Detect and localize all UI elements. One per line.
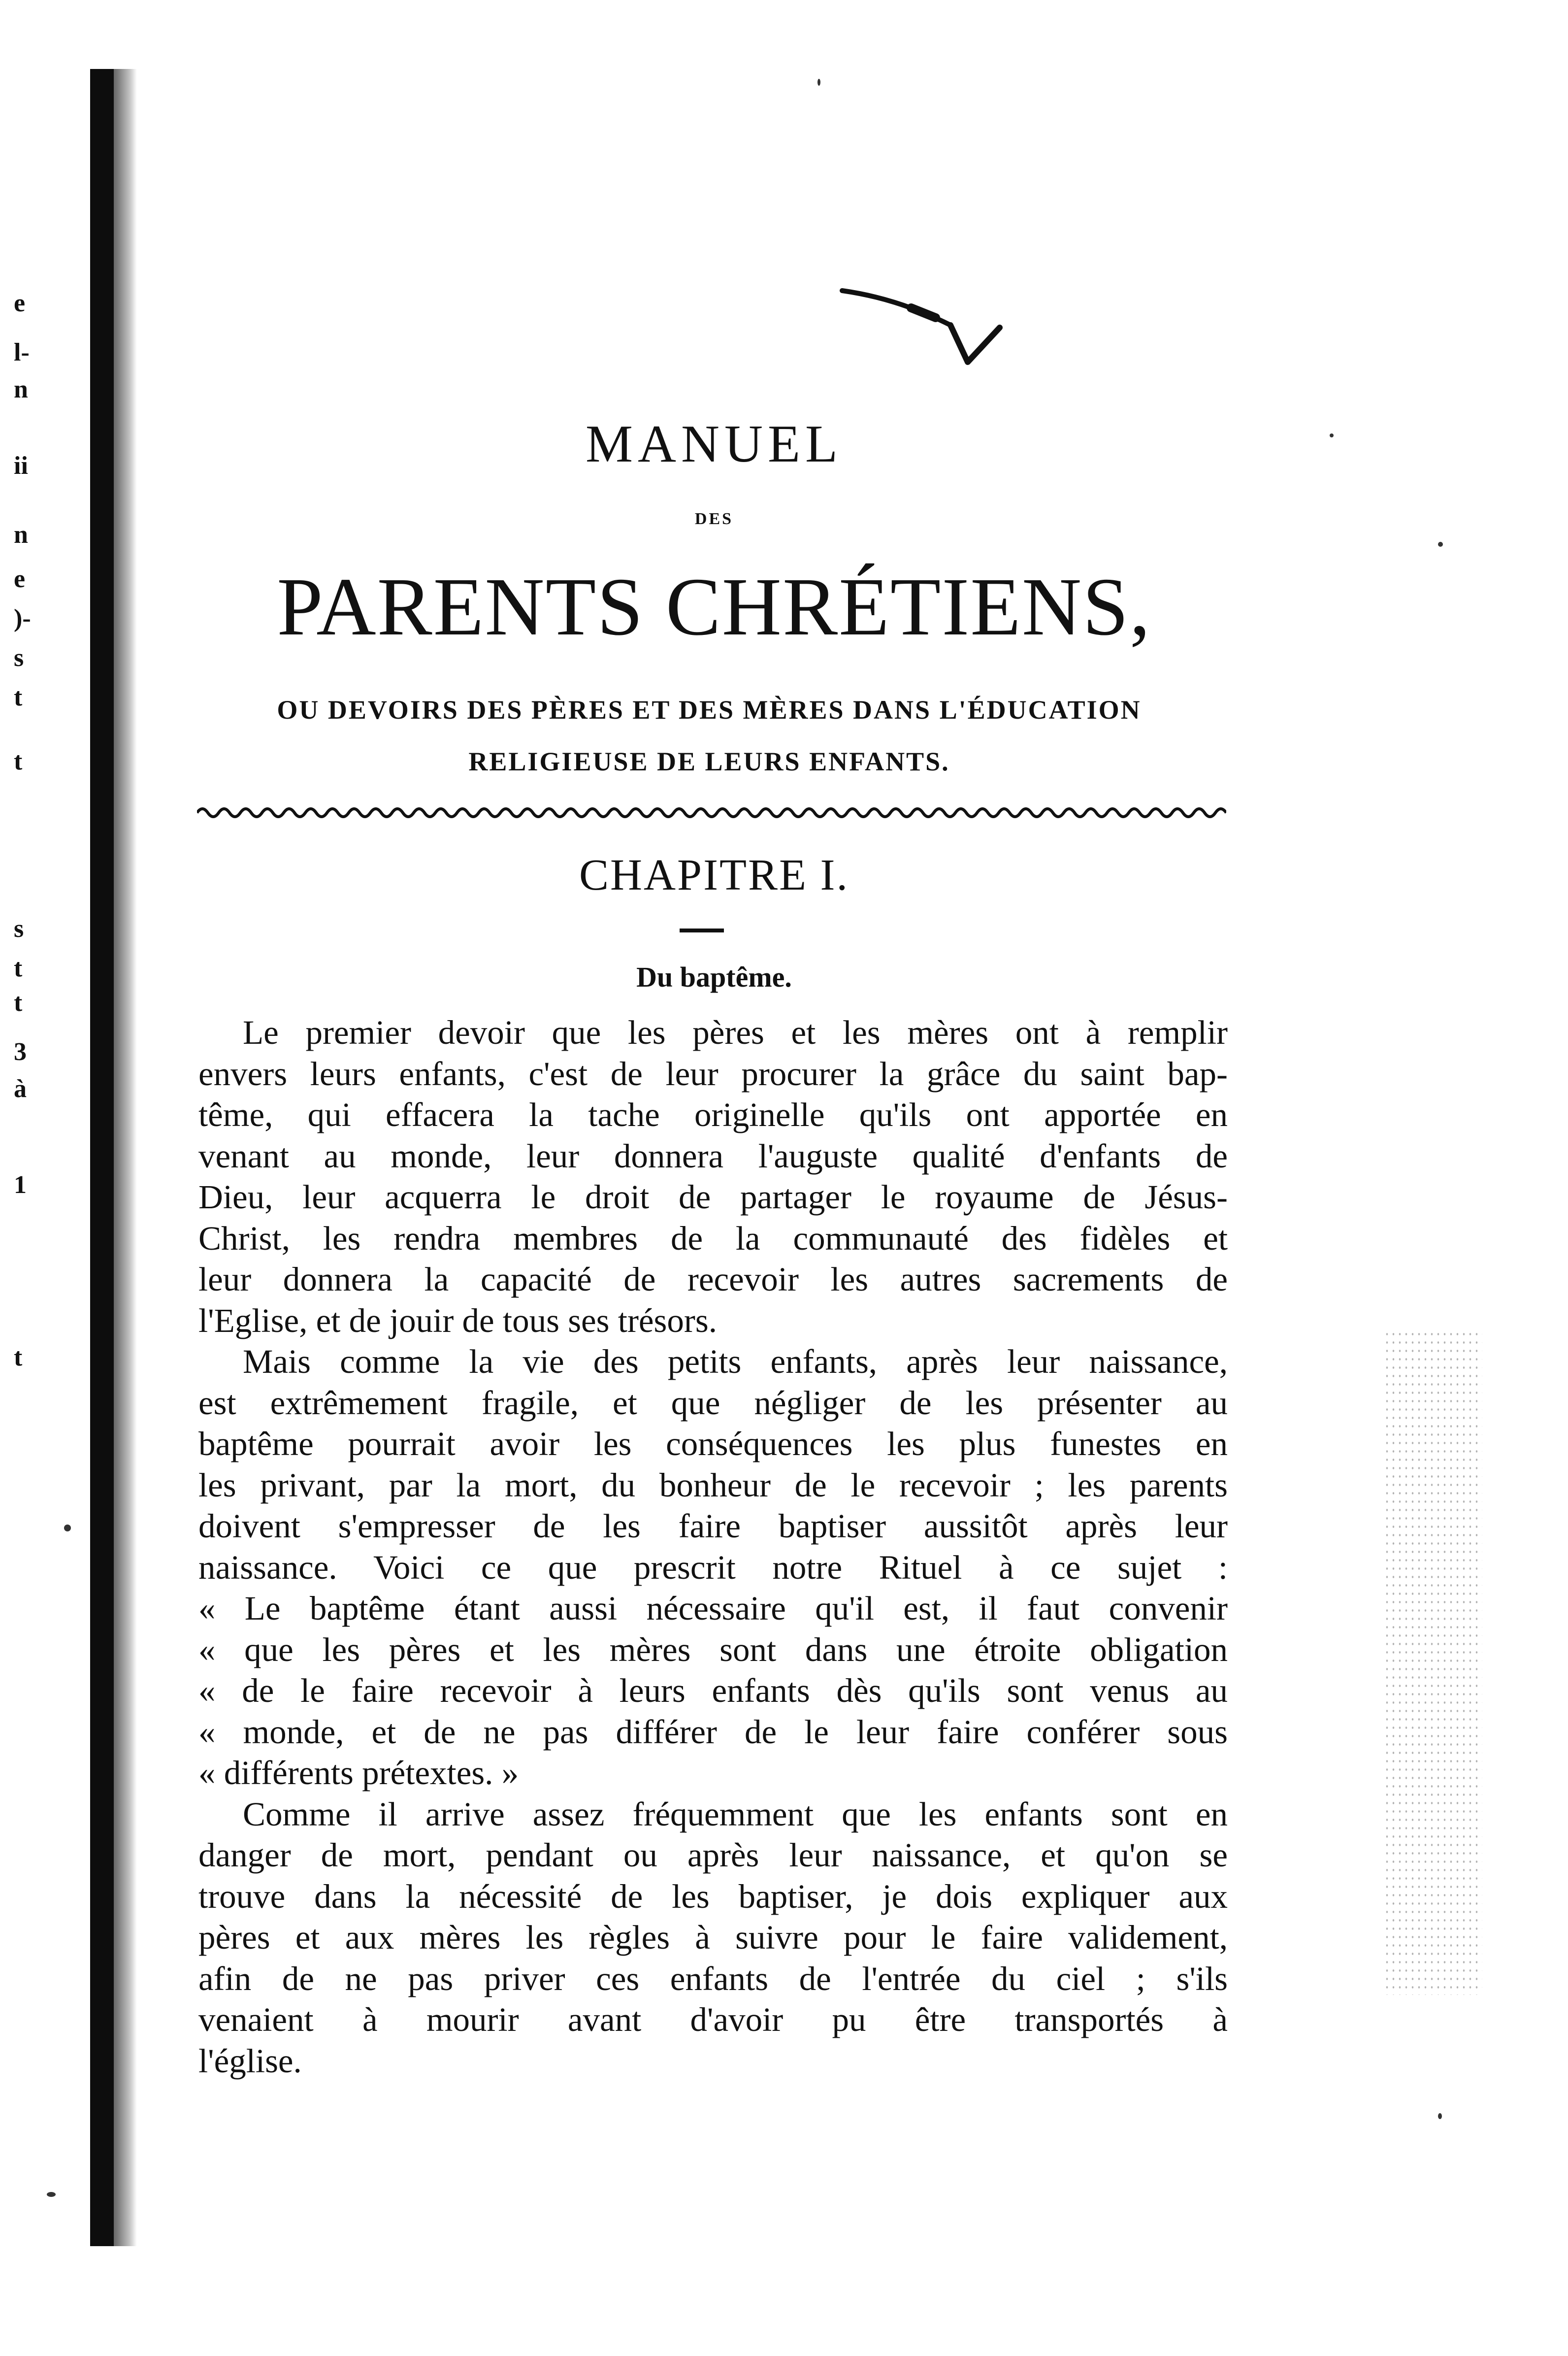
- text-line: Christ, les rendra membres de la communauté des fidèles et: [198, 1219, 1228, 1257]
- margin-fragment: à: [14, 1075, 27, 1103]
- margin-fragment: t: [14, 989, 23, 1017]
- margin-fragment: ii: [14, 452, 28, 480]
- margin-fragment: e: [14, 289, 26, 317]
- page-speck: [1330, 433, 1334, 437]
- text-line: doivent s'empresser de les faire baptiser aussitôt après leur: [198, 1507, 1228, 1545]
- text-line: « de le faire recevoir à leurs enfants dès qu'ils sont venus au: [198, 1672, 1228, 1709]
- section-heading: Du baptême.: [636, 961, 792, 993]
- margin-fragment: e: [14, 565, 26, 593]
- page-speck: [47, 2192, 56, 2197]
- text-line: Mais comme la vie des petits enfants, après leur naissance,: [243, 1343, 1228, 1380]
- paragraph-3: [198, 1794, 1228, 2082]
- text-line: les privant, par la mort, du bonheur de le recevoir ; les parents: [198, 1466, 1228, 1504]
- wavy-divider: [197, 803, 1226, 823]
- text-line: tême, qui effacera la tache originelle qu'ils ont apportée en: [198, 1096, 1228, 1133]
- text-line: « que les pères et les mères sont dans une étroite obligation: [198, 1630, 1228, 1668]
- binding-edge: [90, 69, 114, 2246]
- text-line: « Le baptême étant aussi nécessaire qu'il est, il faut convenir: [198, 1590, 1228, 1627]
- margin-fragment: )-: [14, 604, 31, 632]
- subtitle-line-1: OU DEVOIRS DES PÈRES ET DES MÈRES DANS L'ÉDUCATION: [277, 695, 1142, 725]
- margin-fragment: n: [14, 521, 28, 549]
- book-title: MANUEL: [586, 415, 843, 473]
- subtitle-line-2: RELIGIEUSE DE LEURS ENFANTS.: [468, 747, 950, 776]
- margin-fragment: s: [14, 915, 24, 943]
- page-speck: [1438, 542, 1443, 547]
- text-line: l'Eglise, et de jouir de tous ses trésors.: [198, 1301, 717, 1339]
- text-line: « différents prétextes. »: [198, 1754, 519, 1792]
- text-line: naissance. Voici ce que prescrit notre Rituel à ce sujet :: [198, 1548, 1228, 1586]
- chapter-rule: [680, 929, 724, 932]
- text-line: Dieu, leur acquerra le droit de partager le royaume de Jésus-: [198, 1178, 1228, 1216]
- text-line: venaient à mourir avant d'avoir pu être transportés à: [198, 2001, 1228, 2038]
- text-line: envers leurs enfants, c'est de leur procurer la grâce du saint bap-: [198, 1055, 1228, 1093]
- text-line: Le premier devoir que les pères et les mères ont à remplir: [243, 1014, 1228, 1051]
- margin-fragment: t: [14, 683, 23, 711]
- margin-fragment: n: [14, 375, 28, 403]
- margin-fragment: 1: [14, 1171, 27, 1199]
- text-line: afin de ne pas priver ces enfants de l'entrée du ciel ; s'ils: [198, 1959, 1228, 1997]
- page-stain: [1384, 1330, 1482, 1995]
- paragraph-2: [198, 1341, 1228, 1794]
- text-line: Comme il arrive assez fréquemment que les enfants sont en: [243, 1795, 1228, 1833]
- paragraph-1: [198, 1012, 1228, 1341]
- text-line: est extrêmement fragile, et que négliger de les présenter au: [198, 1384, 1228, 1422]
- main-title: PARENTS CHRÉTIENS,: [277, 561, 1151, 653]
- text-line: trouve dans la nécessité de les baptiser, je dois expliquer aux: [198, 1877, 1228, 1915]
- text-line: baptême pourrait avoir les conséquences les plus funestes en: [198, 1425, 1228, 1462]
- handwritten-check-mark: [837, 281, 1034, 369]
- body-text: [198, 1012, 1228, 2082]
- text-line: leur donnera la capacité de recevoir les autres sacrements de: [198, 1261, 1228, 1298]
- margin-fragment: l-: [14, 338, 30, 366]
- text-line: danger de mort, pendant ou après leur naissance, et qu'on se: [198, 1836, 1228, 1874]
- text-line: pères et aux mères les règles à suivre pour le faire validement,: [198, 1919, 1228, 1956]
- margin-fragment: 3: [14, 1038, 27, 1066]
- title-connector: DES: [694, 510, 734, 528]
- margin-fragment: s: [14, 644, 24, 672]
- page-speck: [817, 79, 820, 86]
- margin-fragment: t: [14, 1343, 23, 1371]
- page-speck: [1438, 2113, 1442, 2119]
- margin-fragment: t: [14, 954, 23, 982]
- text-line: l'église.: [198, 2042, 302, 2080]
- margin-fragment: t: [14, 747, 23, 775]
- text-line: « monde, et de ne pas différer de le leur faire conférer sous: [198, 1713, 1228, 1751]
- page-speck: [64, 1525, 71, 1531]
- chapter-title: CHAPITRE I.: [579, 851, 849, 899]
- text-line: venant au monde, leur donnera l'auguste qualité d'enfants de: [198, 1137, 1228, 1175]
